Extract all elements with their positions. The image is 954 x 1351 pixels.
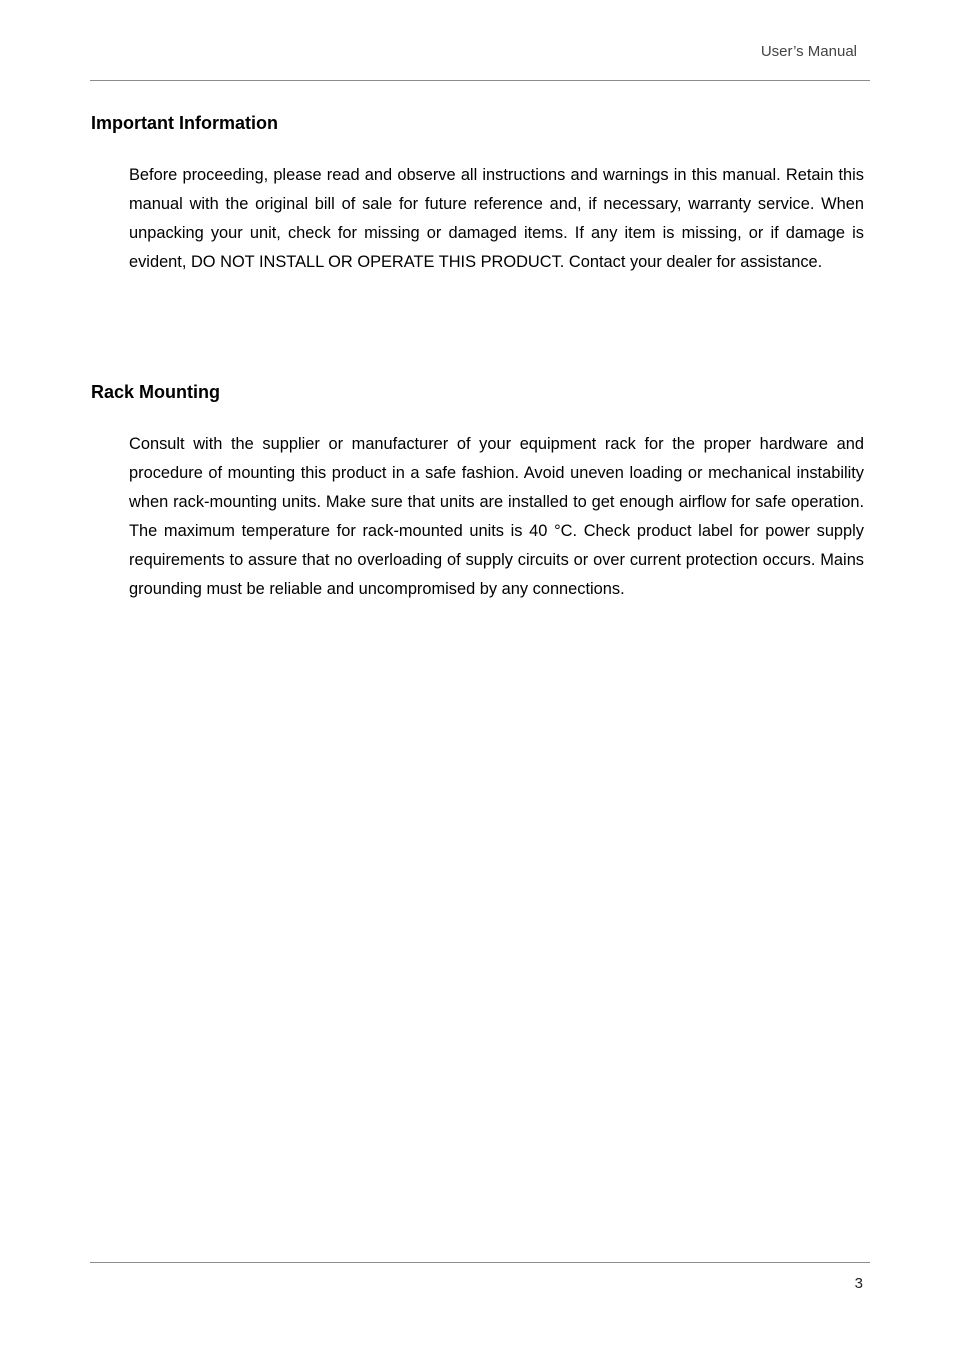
- section-body-rack-mounting: Consult with the supplier or manufacturer of your equipment rack for the proper hardware and procedure of mounting this product in a safe fashion. Avoid uneven loading or mechanical instability when rack-mounting units. Make sure that units are installed to get enough airflow for safe operation. The maximum temperature for rack-mounted units is 40 °C. Check product label for power supply requirements to assure that no overloading of supply circuits or over current protection occurs. Mains grounding must be reliable and uncompromised by any connections.: [129, 435, 864, 598]
- running-header: User’s Manual: [760, 43, 857, 60]
- section-heading-important-information: Important Information: [91, 113, 278, 133]
- header-divider: [90, 80, 870, 81]
- section-heading-rack-mounting: Rack Mounting: [91, 382, 220, 402]
- page-number: 3: [854, 1275, 863, 1292]
- footer-divider: [90, 1262, 870, 1263]
- section-body-important-information: Before proceeding, please read and observe all instructions and warnings in this manual. Retain this manual with the original bill of sale for future reference and, if necessary, warranty service. When unpacking your unit, check for missing or damaged items. If any item is missing, or if damage is evident, DO NOT INSTALL OR OPERATE THIS PRODUCT. Contact your dealer for assistance.: [129, 166, 864, 271]
